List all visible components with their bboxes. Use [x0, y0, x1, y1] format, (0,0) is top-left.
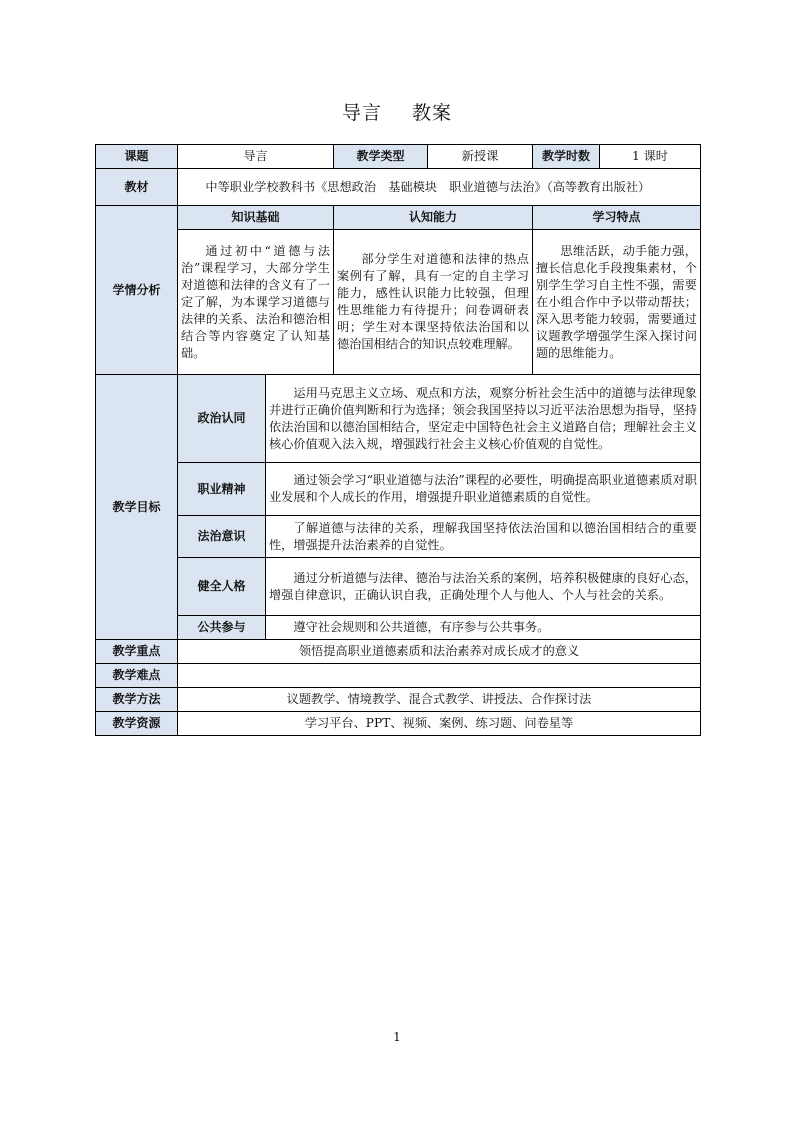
objective-row: [96, 558, 701, 616]
objective-text-cell: [266, 616, 701, 640]
objective-row: [96, 616, 701, 640]
objective-name: 公共参与: [178, 616, 266, 640]
textbook-row: [96, 169, 701, 206]
topic-value: 导言: [178, 145, 334, 169]
analysis-cognition-text: 部分学生对道德和法律的热点案例有了解，具有一定的自主学习能力，感性认识能力比较强，但理性思维能力有待提升；问卷调研表明；学生对本课坚持依法治国和以德治国相结合的知识点较难理解。: [337, 252, 529, 351]
objectives-label: 教学目标: [96, 375, 178, 640]
textbook-label: 教材: [96, 169, 178, 206]
objective-text: 通过分析道德与法律、德治与法治关系的案例，培养积极健康的良好心态，增强自律意识，正确认识自我，正确处理个人与他人、个人与社会的关系。: [269, 570, 697, 602]
objective-text: 通过领会学习“职业道德与法治”课程的必要性，明确提高职业道德素质对职业发展和个人成长的作用，增强提升职业道德素质的自觉性。: [269, 473, 697, 504]
methods-label: 教学方法: [96, 688, 178, 712]
objective-row: [96, 516, 701, 558]
analysis-content-row: [96, 230, 701, 375]
objective-text: 了解道德与法律的关系，理解我国坚持依法治国和以德治国相结合的重要性，增强提升法治素养的自觉性。: [269, 520, 697, 552]
analysis-knowledge-text: 通过初中“道德与法治”课程学习，大部分学生对道德和法律的含义有了一定了解，为本课学习道德与法律的关系、法治和德治相结合等内容奠定了认知基础。: [181, 243, 330, 360]
objective-text-cell: [266, 463, 701, 516]
resources-value: 学习平台、PPT、视频、案例、练习题、问卷星等: [178, 712, 701, 736]
analysis-header-cognition: 认知能力: [334, 206, 533, 230]
methods-row: [96, 688, 701, 712]
objective-name: 法治意识: [178, 516, 266, 558]
objective-row: [96, 375, 701, 463]
type-value: 新授课: [428, 145, 533, 169]
objective-name: 政治认同: [178, 375, 266, 463]
resources-label: 教学资源: [96, 712, 178, 736]
analysis-learning-text: 思维活跃，动手能力强，擅长信息化手段搜集素材，个别学生学习自主性不强，需要在小组合作中予以带动帮扶；深入思考能力较弱，需要通过议题教学增强学生深入探讨问题的思维能力。: [536, 243, 697, 360]
methods-value: 议题教学、情境教学、混合式教学、讲授法、合作探讨法: [178, 688, 701, 712]
analysis-header-learning: 学习特点: [533, 206, 701, 230]
analysis-label: 学情分析: [96, 206, 178, 375]
title-part2: 教案: [412, 102, 453, 124]
objective-text: 遵守社会规则和公共道德，有序参与公共事务。: [293, 620, 550, 634]
page-title: [0, 98, 794, 125]
analysis-header-knowledge: 知识基础: [178, 206, 334, 230]
objective-row: [96, 463, 701, 516]
objective-name: 健全人格: [178, 558, 266, 616]
key-points-label: 教学重点: [96, 640, 178, 664]
title-part1: 导言: [341, 102, 382, 124]
topic-label: 课题: [96, 145, 178, 169]
resources-row: [96, 712, 701, 736]
objective-name: 职业精神: [178, 463, 266, 516]
difficulties-row: [96, 664, 701, 688]
textbook-value: [178, 169, 701, 206]
key-points-value: 领悟提高职业道德素质和法治素养对成长成才的意义: [178, 640, 701, 664]
analysis-cell-cognition: [334, 230, 533, 375]
page-number: 1: [393, 1030, 401, 1044]
difficulties-label: 教学难点: [96, 664, 178, 688]
key-points-row: [96, 640, 701, 664]
type-label: 教学类型: [334, 145, 428, 169]
analysis-header-row: [96, 206, 701, 230]
hours-label: 教学时数: [533, 145, 600, 169]
objective-text-cell: [266, 516, 701, 558]
lesson-plan-table: [95, 144, 701, 736]
analysis-cell-learning: [533, 230, 701, 375]
difficulties-value: [178, 664, 701, 688]
objective-text-cell: [266, 558, 701, 616]
hours-value: 1 课时: [600, 145, 701, 169]
analysis-cell-knowledge: [178, 230, 334, 375]
objective-text: 运用马克思主义立场、观点和方法，观察分析社会生活中的道德与法律现象并进行正确价值判断和行为选择；领会我国坚持以习近平法治思想为指导，坚持依法治国和以德治国相结合，坚定走中国特色社会主义道路自信；理解社会主义核心价值观入法入规，增强践行社会主义核心价值观的自觉性。: [269, 385, 697, 451]
objective-text-cell: [266, 375, 701, 463]
textbook-text: 中等职业学校教科书《思想政治 基础模块 职业道德与法治》（高等教育出版社）: [205, 179, 651, 194]
course-row: [96, 145, 701, 169]
